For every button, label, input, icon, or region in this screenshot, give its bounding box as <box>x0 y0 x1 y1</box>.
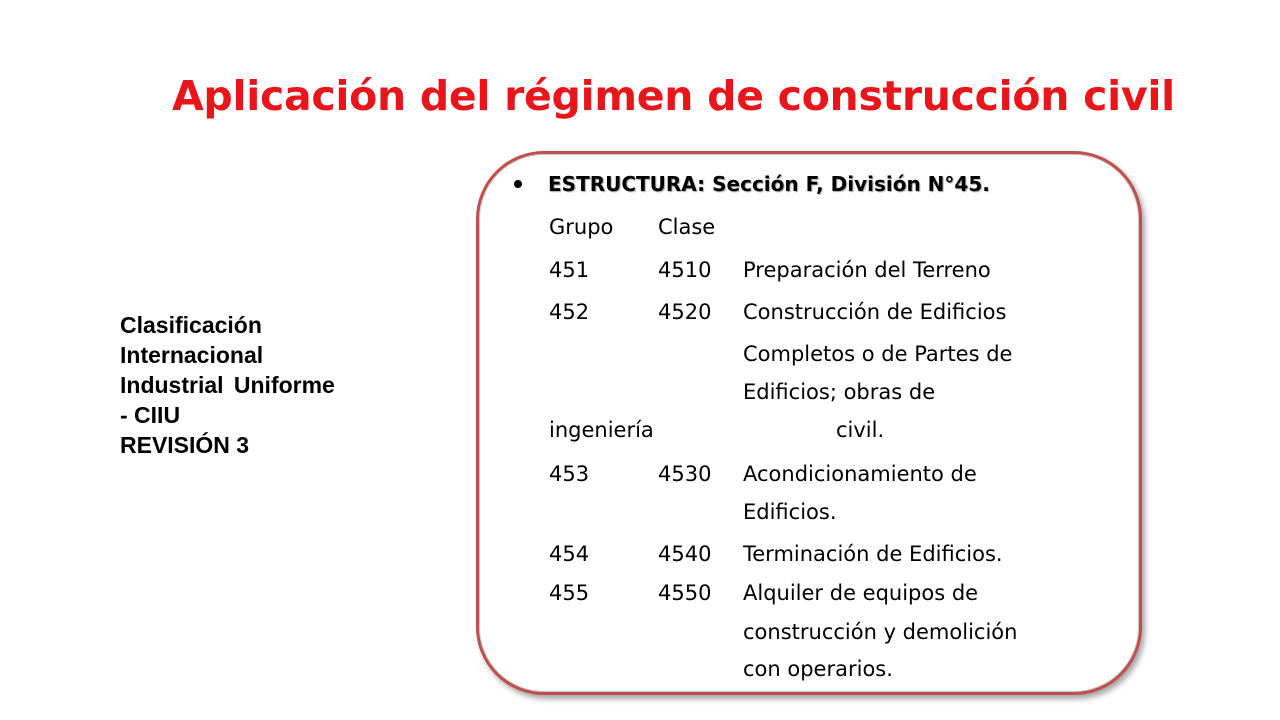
row-class: 4540 <box>658 542 712 566</box>
row-class: 4530 <box>658 462 712 486</box>
row-group: 453 <box>549 462 590 486</box>
row-description: con operarios. <box>743 657 893 681</box>
row-description: construcción y demolición <box>743 620 1018 644</box>
row-description: Alquiler de equipos de <box>743 581 979 605</box>
row-class: 4550 <box>658 581 712 605</box>
classification-label-line: - CIIU <box>120 402 181 428</box>
column-header-class: Clase <box>658 215 716 239</box>
classification-label-line: Industrial Uniforme <box>120 372 335 398</box>
row-description: Preparación del Terreno <box>743 258 991 282</box>
row-group: 452 <box>549 300 590 324</box>
classification-label-line: REVISIÓN 3 <box>120 432 250 458</box>
row-class: 4520 <box>658 300 712 324</box>
row-group: 454 <box>549 542 590 566</box>
column-header-group: Grupo <box>549 215 614 239</box>
row-description: Construcción de Edificios <box>743 300 1007 324</box>
row-description: Completos o de Partes de <box>743 342 1013 366</box>
classification-label-line: Clasificación <box>120 312 262 338</box>
bullet-icon <box>514 180 522 188</box>
row-description: civil. <box>836 418 885 442</box>
row-class: 4510 <box>658 258 712 282</box>
slide-title: Aplicación del régimen de construcción civil <box>172 72 1175 120</box>
structure-heading: ESTRUCTURA: Sección F, División N°45. <box>548 172 990 196</box>
classification-label-line: Internacional <box>120 342 264 368</box>
row-description: ingeniería <box>549 418 654 442</box>
row-description: Edificios. <box>743 500 837 524</box>
row-group: 451 <box>549 258 590 282</box>
row-description: Acondicionamiento de <box>743 462 977 486</box>
row-group: 455 <box>549 581 590 605</box>
row-description: Terminación de Edificios. <box>743 542 1003 566</box>
row-description: Edificios; obras de <box>743 380 936 404</box>
